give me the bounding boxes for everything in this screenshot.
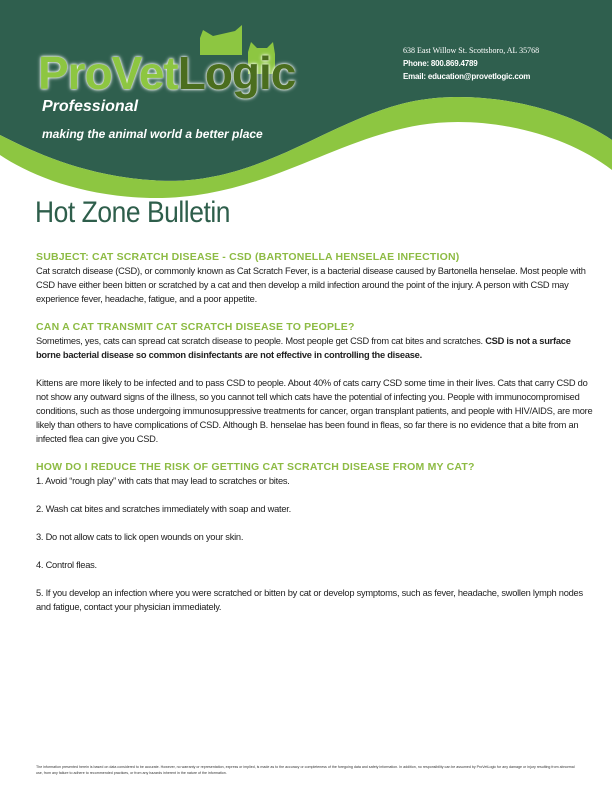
- section-heading: SUBJECT: CAT SCRATCH DISEASE - CSD (BARTONELLA HENSELAE INFECTION): [36, 251, 460, 263]
- logo: [38, 47, 296, 99]
- text: Sometimes, yes, cats can spread cat scratch disease to people. Most people get CSD from cat bites and scratches.: [36, 336, 486, 346]
- section-heading: HOW DO I REDUCE THE RISK OF GETTING CAT SCRATCH DISEASE FROM MY CAT?: [36, 461, 475, 473]
- phone: Phone: 800.869.4789: [403, 59, 478, 68]
- list-item: 3. Do not allow cats to lick open wounds on your skin.: [36, 532, 244, 542]
- address: 638 East Willow St. Scottsboro, AL 35768: [403, 46, 540, 55]
- email: Email: education@provetlogic.com: [403, 72, 531, 81]
- list-item: 4. Control fleas.: [36, 560, 97, 570]
- paragraph: Kittens are more likely to be infected and to pass CSD to people. About 40% of cats carry CSD some time in their lives. Cats that carry CSD do not show any outward signs of the illness, so you cannot tell which cats have the potential of infecting you. People with immunocompromised conditions, such as those undergoing immunosuppressive treatments for cancer, organ transplant patients, and people with HIV/AIDS, are more likely than others to have complications of CSD. Although B. henselae has been found in fleas, so far there is no evidence that a bite from an infected flea can give you CSD.: [36, 378, 593, 444]
- bulletin-body: [36, 250, 596, 628]
- disclaimer: The information presented herein is based on data considered to be accurate. However, no warranty or representation, express or implied, is made as to the accuracy or completeness of the foregoing data and safety information. In addition, no responsibility can be assumed by ProVetLogic for any damage or injury resulting from abnormal use, from any failure to adhere to recommended practices, or from any hazards inherent in the nature of the information.: [36, 765, 575, 775]
- logo-subtitle: Professional: [42, 98, 139, 115]
- paragraph: Cat scratch disease (CSD), or commonly known as Cat Scratch Fever, is a bacterial disease caused by Bartonella henselae. Most people with CSD have either been bitten or scratched by a cat and then develop a mild infection around the point of the injury. A person with CSD may experience fever, headache, fatigue, and a poor appetite.: [36, 266, 586, 304]
- contact-info: [403, 44, 539, 83]
- logo-text-2: Logic: [177, 47, 296, 99]
- list-item: 5. If you develop an infection where you were scratched or bitten by cat or develop symptoms, such as fever, headache, swollen lymph nodes and fatigue, contact your physician immediately.: [36, 588, 583, 612]
- logo-text-1: ProVet: [38, 47, 178, 99]
- bold-text: CSD is not a surface borne bacterial disease so common disinfectants are not effective in controlling the disease.: [36, 336, 571, 360]
- list-item: 1. Avoid “rough play” with cats that may lead to scratches or bites.: [36, 476, 290, 486]
- list-item: 2. Wash cat bites and scratches immediately with soap and water.: [36, 504, 291, 514]
- tagline: making the animal world a better place: [42, 127, 263, 141]
- paragraph: [36, 334, 596, 362]
- page-title: Hot Zone Bulletin: [35, 196, 231, 229]
- section-heading: CAN A CAT TRANSMIT CAT SCRATCH DISEASE TO PEOPLE?: [36, 321, 355, 333]
